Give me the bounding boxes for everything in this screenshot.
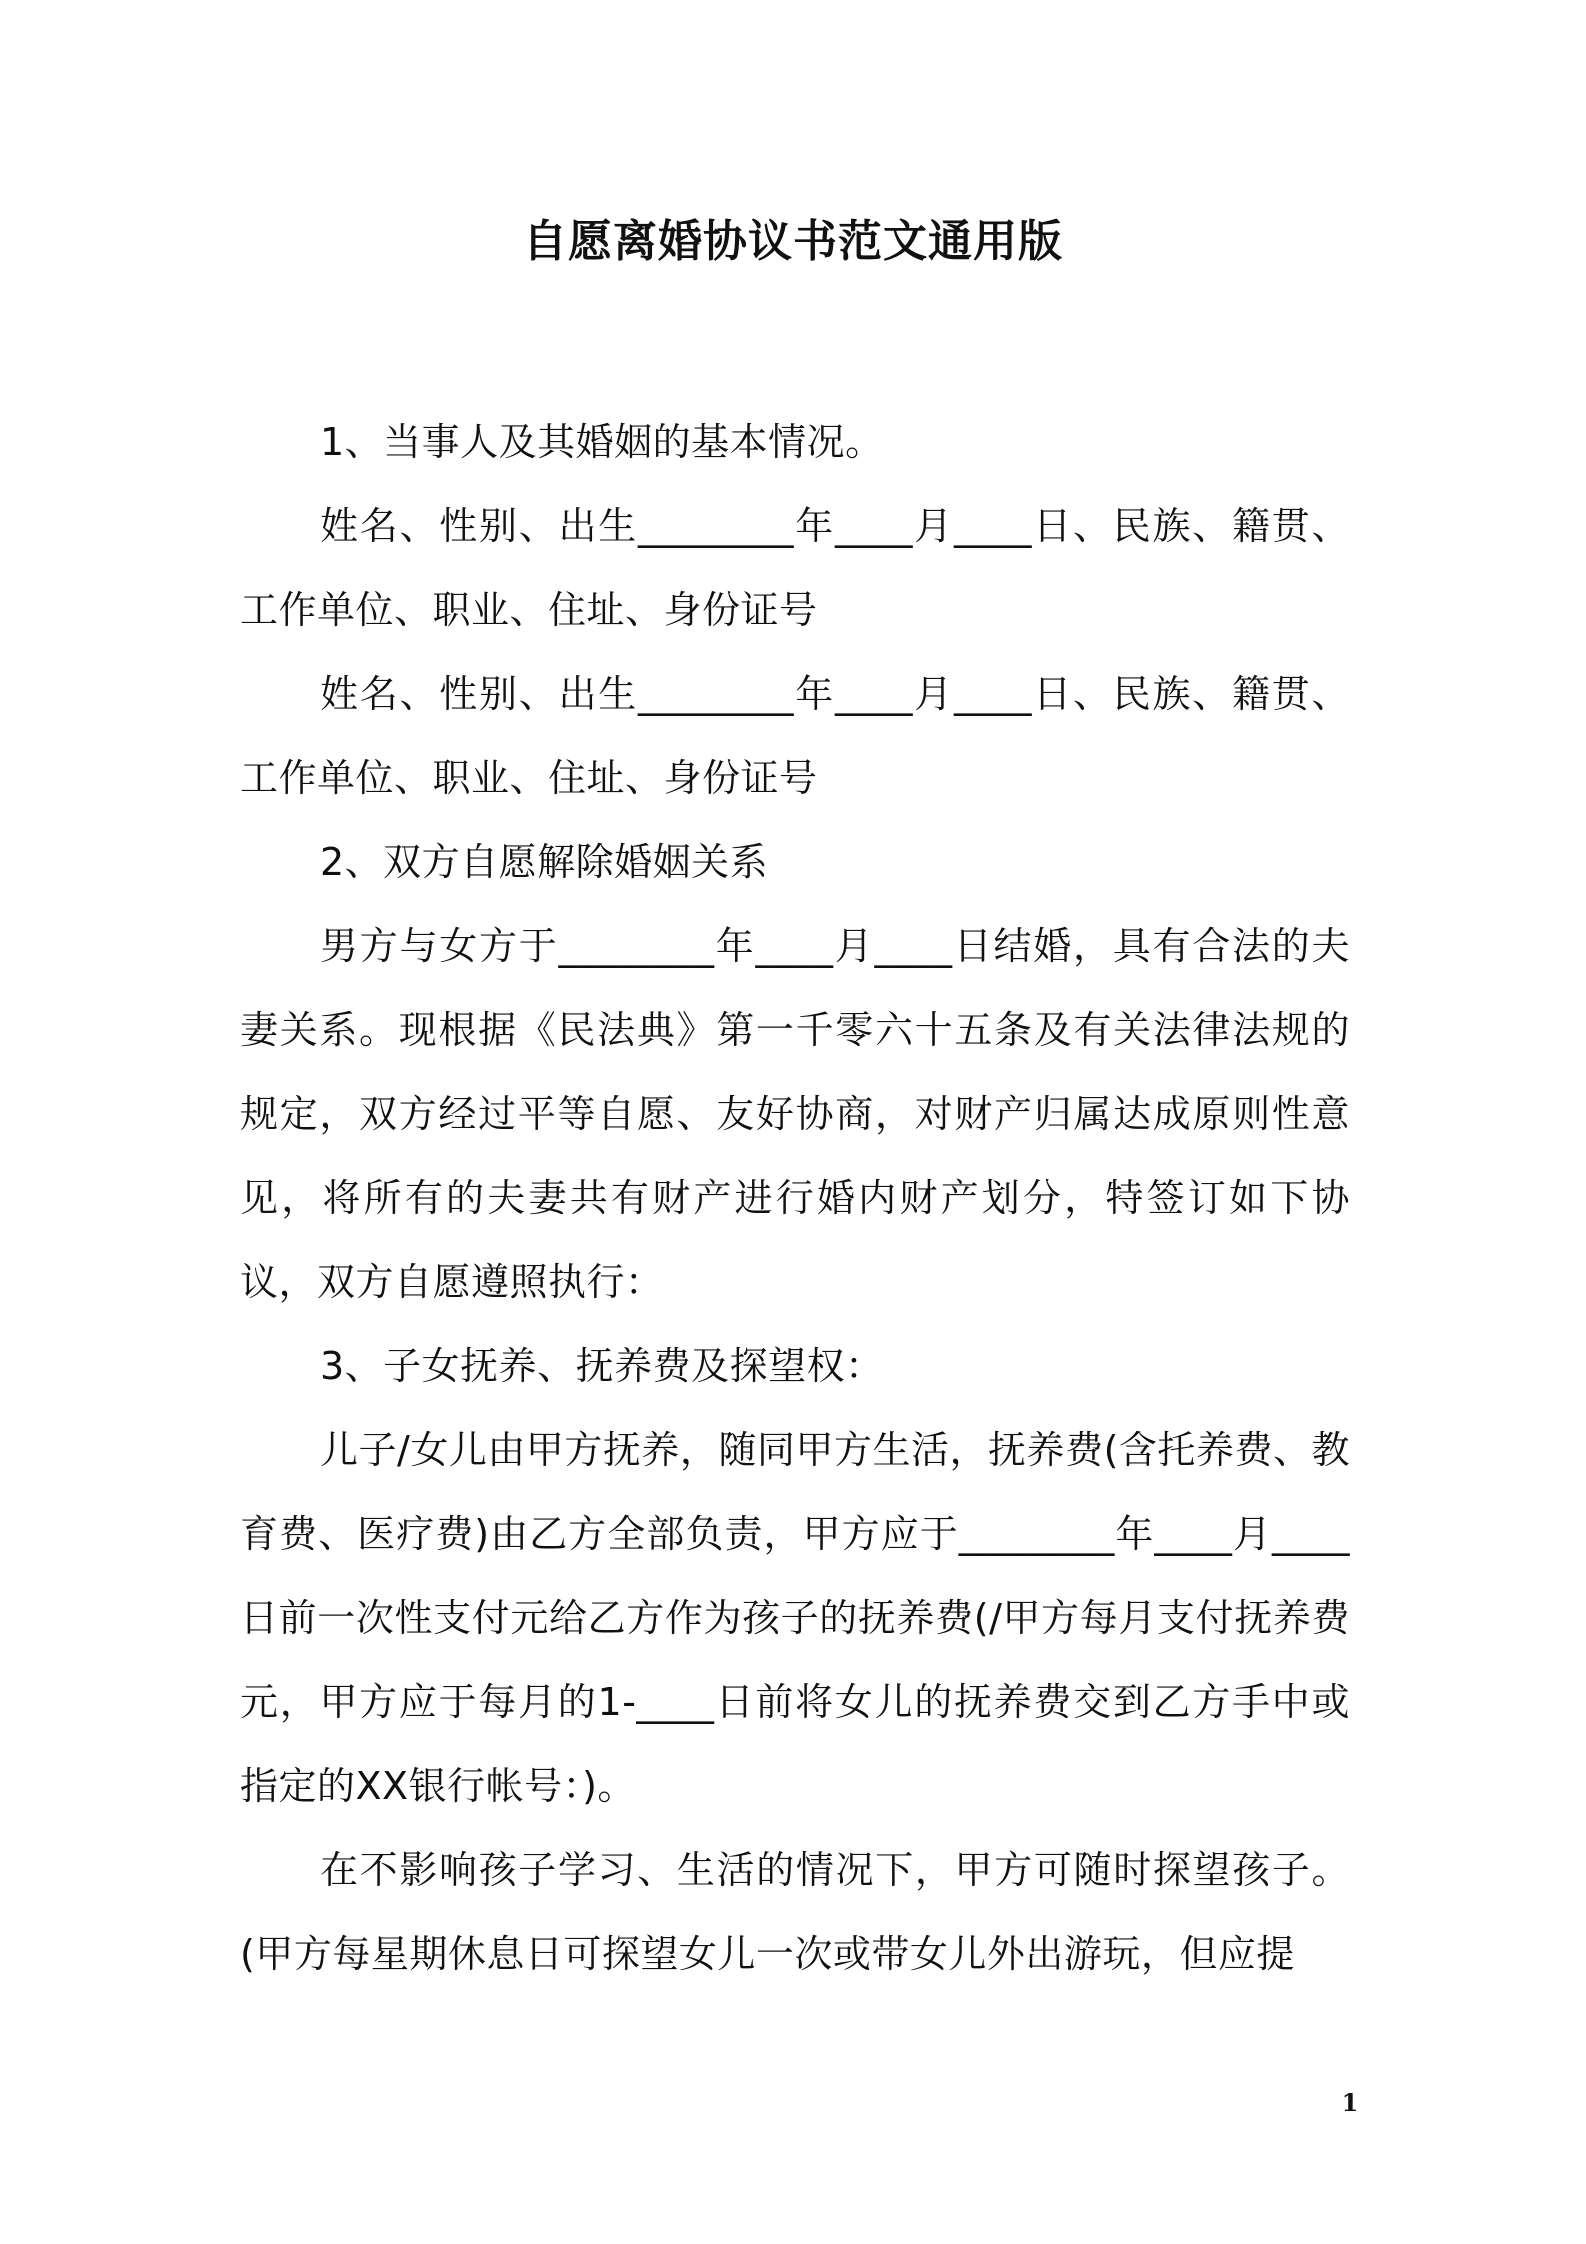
party-info-paragraph-2: 姓名、性别、出生________年____月____日、民族、籍贯、工作单位、职业、住址、身份证号 [240, 672, 1350, 800]
page-number: 1 [1341, 2088, 1359, 2117]
visitation-paragraph: 在不影响孩子学习、生活的情况下，甲方可随时探望孩子。(甲方每星期休息日可探望女儿一次或带女儿外出游玩，但应提 [240, 1848, 1350, 1976]
section-heading-3: 3、子女抚养、抚养费及探望权： [320, 1344, 884, 1388]
party-info-paragraph-1: 姓名、性别、出生________年____月____日、民族、籍贯、工作单位、职业、住址、身份证号 [240, 504, 1350, 632]
child-support-paragraph: 儿子/女儿由甲方抚养，随同甲方生活，抚养费(含托养费、教育费、医疗费)由乙方全部负责，甲方应于________年____月____日前一次性支付元给乙方作为孩子的抚养费(/甲方每月支付抚养费元，甲方应于每月的1-____日前将女儿的抚养费交到乙方手中或指定的XX银行帐号：)。 [240, 1428, 1350, 1808]
section-heading-2: 2、双方自愿解除婚姻关系 [320, 840, 769, 884]
document-title: 自愿离婚协议书范文通用版 [523, 216, 1063, 267]
section-heading-1: 1、当事人及其婚姻的基本情况。 [320, 420, 884, 464]
document-body [240, 400, 1350, 1996]
marriage-dissolution-paragraph: 男方与女方于________年____月____日结婚，具有合法的夫妻关系。现根据《民法典》第一千零六十五条及有关法律法规的规定，双方经过平等自愿、友好协商，对财产归属达成原则性意见，将所有的夫妻共有财产进行婚内财产划分，特签订如下协议，双方自愿遵照执行： [240, 924, 1350, 1304]
